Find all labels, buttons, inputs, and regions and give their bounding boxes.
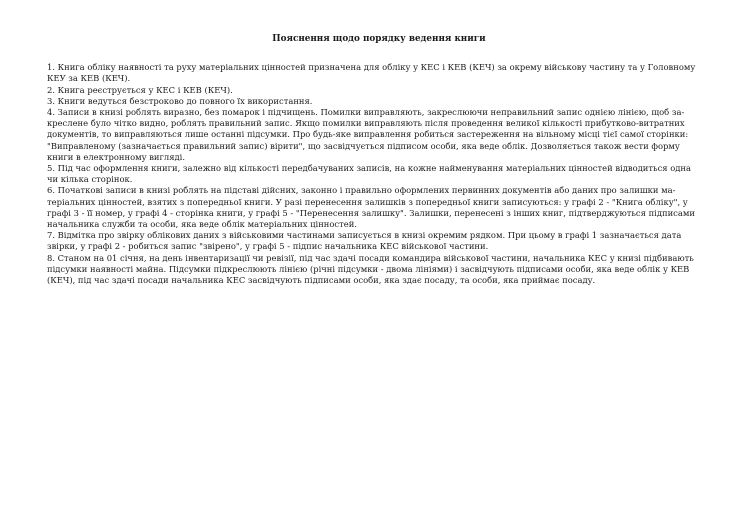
text-line: 3. Книги ведуться безстроково до повного їх використання. [47,95,313,106]
document-title: Пояснення щодо порядку ведення книги [272,34,486,44]
text-line: КЕУ за КЕВ (КЕЧ). [47,73,131,84]
text-line: теріальних цінностей, взятих з попередньої книги. У разі перенесення залишків з попередньої книги записуються: у графі 2 - "Книга обліку", у [47,196,688,207]
document-body [47,62,711,286]
text-line: підсумки наявності майна. Підсумки підкреслюють лінією (річні підсумки - двома лініями) і засвідчують підписами особи, яка веде облік у КЕВ [47,263,690,274]
text-line: 8. Станом на 01 січня, на день інвентаризації чи ревізії, під час здачі посади командира військової частини, начальника КЕС у книзі підбивають [47,252,694,263]
text-line: 5. Під час оформлення книги, залежно від кількості передбачуваних записів, на кожне найменування матеріальних цінностей відводиться одна [47,163,691,174]
text-line: "Виправленому (зазначається правильний запис) вірити", що засвідчується підписом особи, яка веде облік. Дозволяється також вести форму [47,140,680,151]
text-line: 4. Записи в книзі роблять виразно, без помарок і підчищень. Помилки виправляють, закреслюючи неправильний запис однією лінією, щоб за- [47,107,685,118]
text-line: (КЕЧ), під час здачі посади начальника КЕС засвідчують підписами особи, яка здає посаду, та особи, яка приймає посаду. [47,275,596,286]
text-line: звірки, у графі 2 - робиться запис "звірено", у графі 5 - підпис начальника КЕС військової частини. [47,241,489,252]
text-line: начальника служби та особи, яка веде облік матеріальних цінностей. [47,219,357,230]
text-line: 2. Книга реєструється у КЕС і КЕВ (КЕЧ). [47,84,233,95]
text-line: графі 3 - її номер, у графі 4 - сторінка книги, у графі 5 - "Перенесення залишку". Залишки, перенесені з інших книг, підтверджуються підписами [47,207,695,218]
text-line: книги в електронному вигляді. [47,151,186,162]
text-line: 1. Книга обліку наявності та руху матеріальних цінностей призначена для обліку у КЕС і КЕВ (КЕЧ) за окрему військову частину та у Головному [47,62,696,73]
text-line: документів, то виправляються лише останні підсумки. Про будь-яке виправлення робиться застереження на вільному місці тієї самої сторінки: [47,129,689,140]
document-page [47,34,711,286]
text-line: 6. Початкові записи в книзі роблять на підставі дійсних, законно і правильно оформлених первинних документів або даних про залишки ма- [47,185,676,196]
text-line: креслене було чітко видно, роблять правильний запис. Якщо помилки виправляють після проведення великої кількості прибутково-витратних [47,118,685,129]
text-line: 7. Відмітка про звірку облікових даних з військовими частинами записується в книзі окремим рядком. При цьому в графі 1 зазначається дата [47,230,682,241]
text-line: чи кілька сторінок. [47,174,133,185]
